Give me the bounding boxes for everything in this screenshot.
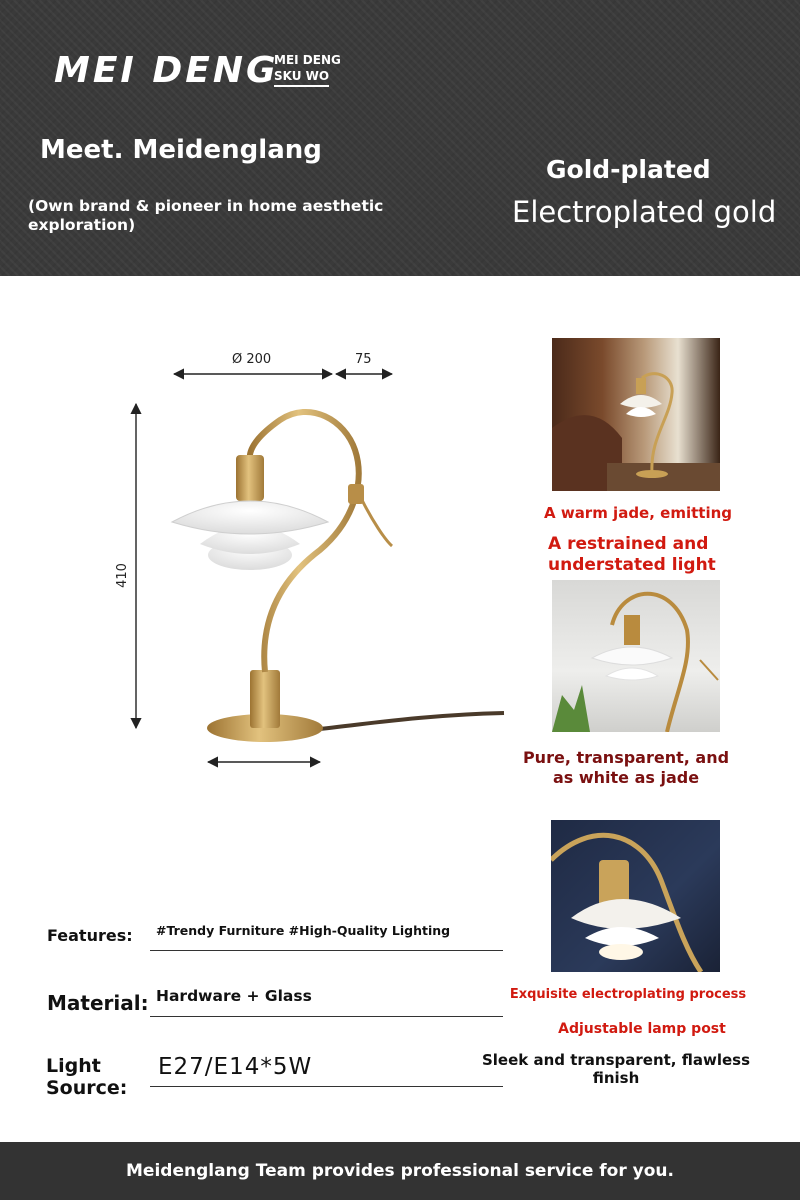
brand-header	[0, 0, 800, 276]
height-label: 410	[114, 563, 130, 588]
features-divider	[150, 950, 503, 951]
brand-sub-line1: MEI DENG	[274, 53, 341, 67]
footer-text: Meidenglang Team provides professional service for you.	[126, 1161, 674, 1181]
lamp-photo-warm-art	[552, 338, 720, 491]
lamp-photo-white-art	[552, 580, 720, 732]
photo-caption-restrained: A restrained and understated light	[548, 534, 716, 575]
footer-banner	[0, 1142, 800, 1200]
diameter-label: Ø 200	[232, 352, 272, 367]
material-label: Material:	[47, 991, 149, 1015]
dimension-diagram	[100, 330, 510, 790]
lamp-photo-detail	[551, 820, 720, 972]
brand-sub-logo	[274, 52, 341, 87]
finish-title: Gold-plated	[546, 155, 711, 184]
finish-subtitle: Electroplated gold	[512, 195, 777, 229]
offset-label: 75	[355, 352, 372, 367]
light-source-divider	[150, 1086, 503, 1087]
material-value: Hardware + Glass	[156, 987, 312, 1005]
features-label: Features:	[47, 926, 133, 945]
feature-electroplating: Exquisite electroplating process	[509, 987, 747, 1002]
brand-sub-line2: SKU WO	[274, 68, 329, 87]
brand-title: Meet. Meidenglang	[40, 135, 322, 165]
photo-caption-white: Pure, transparent, and as white as jade	[522, 748, 730, 787]
brand-logo: MEI DENG	[54, 50, 279, 91]
lamp-drawing	[100, 330, 510, 790]
brand-description: (Own brand & pioneer in home aesthetic exploration)	[28, 197, 384, 234]
lamp-photo-warm	[552, 338, 720, 491]
material-divider	[150, 1016, 503, 1017]
feature-finish: Sleek and transparent, flawless finish	[481, 1051, 750, 1087]
lamp-photo-white	[552, 580, 720, 732]
photo-caption-warm: A warm jade, emitting	[544, 504, 732, 522]
features-value: #Trendy Furniture #High-Quality Lighting	[156, 923, 451, 938]
light-source-label: Light Source:	[46, 1055, 128, 1099]
feature-adjustable-post: Adjustable lamp post	[558, 1021, 726, 1037]
lamp-photo-detail-art	[551, 820, 720, 972]
light-source-value: E27/E14*5W	[158, 1054, 313, 1080]
